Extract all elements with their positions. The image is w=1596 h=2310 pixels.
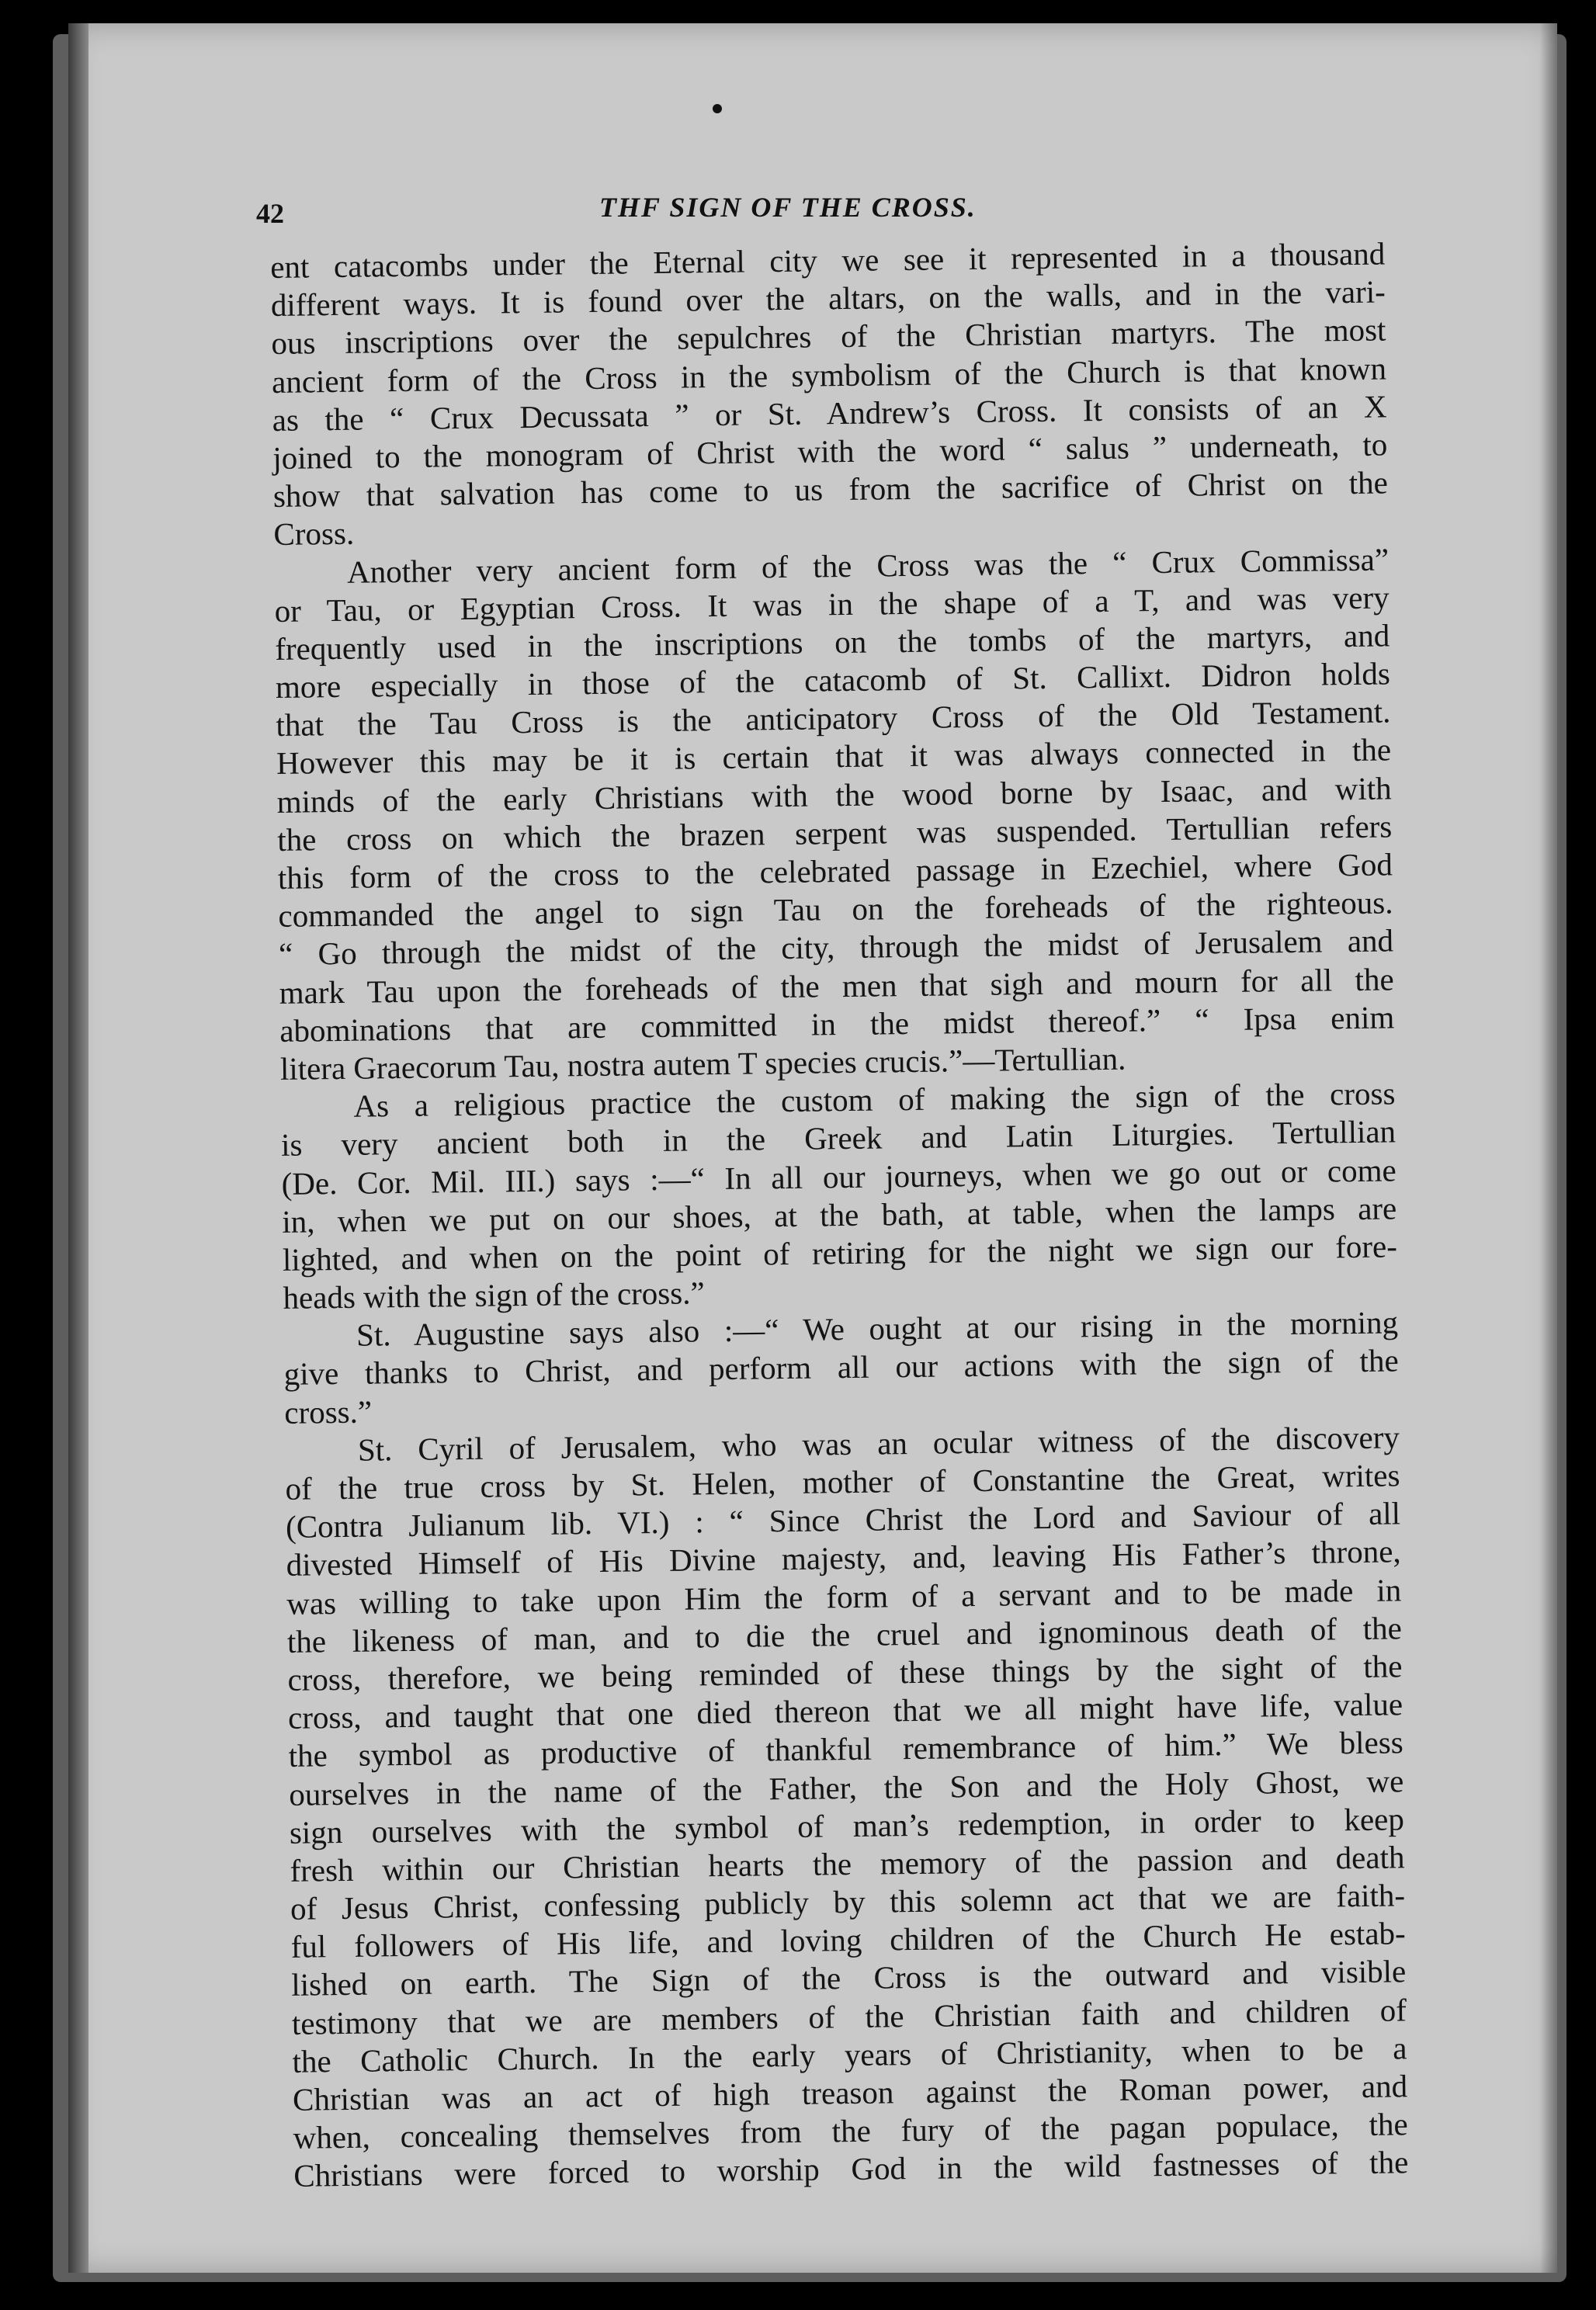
- text-line: ancient form of the Cross in the symbolism of the Church is that known: [271, 350, 1387, 400]
- text-line: lighted, and when on the point of retiring for the night we sign our fore-: [282, 1228, 1398, 1278]
- text-line: fresh within our Christian hearts the memory of the passion and death: [290, 1839, 1405, 1889]
- text-line: As a religious practice the custom of making the sign of the cross: [353, 1075, 1396, 1124]
- text-line: Cross.: [273, 515, 355, 553]
- text-line: joined to the monogram of Christ with the word “ salus ” underneath, to: [272, 426, 1388, 476]
- text-line: show that salvation has come to us from the sacrifice of Christ on the: [272, 464, 1389, 515]
- text-line: litera Graecorum Tau, nostra autem T species crucis.”—Tertullian.: [279, 1040, 1126, 1087]
- text-line: testimony that we are members of the Christian faith and children of: [291, 1991, 1407, 2041]
- book-binding: [68, 23, 88, 2273]
- text-line: (De. Cor. Mil. III.) says :—“ In all our journeys, when we go out or come: [281, 1151, 1396, 1202]
- text-line: more especially in those of the catacomb of St. Callixt. Didron holds: [275, 655, 1391, 706]
- text-line: divested Himself of His Divine majesty, and, leaving His Father’s throne,: [286, 1533, 1401, 1583]
- text-line: give thanks to Christ, and perform all our actions with the sign of the: [283, 1342, 1399, 1393]
- text-line: of Jesus Christ, confessing publicly by this solemn act that we are faith-: [290, 1877, 1406, 1927]
- text-line: different ways. It is found over the altars, on the walls, and in the vari-: [270, 273, 1386, 324]
- text-line: or Tau, or Egyptian Cross. It was in the shape of a T, and was very: [274, 579, 1390, 629]
- text-line: Another very ancient form of the Cross was the “ Crux Commissa”: [346, 540, 1390, 590]
- text-line: ent catacombs under the Eternal city we see it represented in a thousand: [270, 235, 1386, 285]
- text-line: that the Tau Cross is the anticipatory Cross of the Old Testament.: [276, 693, 1391, 744]
- text-line: (Contra Julianum lib. VI.) : “ Since Christ the Lord and Saviour of all: [285, 1495, 1401, 1545]
- text-line: in, when we put on our shoes, at the bath, at table, when the lamps are: [282, 1190, 1397, 1240]
- ink-speck: [713, 104, 722, 113]
- text-line: St. Cyril of Jerusalem, who was an ocular witness of the discovery: [357, 1419, 1400, 1468]
- text-line: ful followers of His life, and loving children of the Church He estab-: [290, 1915, 1406, 1965]
- page-number: 42: [256, 198, 284, 229]
- text-line: the Catholic Church. In the early years of Christianity, when to be a: [292, 2030, 1407, 2079]
- text-line: abominations that are committed in the midst thereof.” “ Ipsa enim: [279, 999, 1395, 1049]
- text-line: ourselves in the name of the Father, the Son and the Holy Ghost, we: [289, 1762, 1404, 1812]
- text-line: heads with the sign of the cross.”: [283, 1275, 705, 1316]
- body-text: [270, 234, 1409, 2195]
- text-line: cross, therefore, we being reminded of these things by the sight of the: [287, 1648, 1403, 1698]
- text-line: the cross on which the brazen serpent was suspended. Tertullian refers: [277, 808, 1393, 858]
- text-line: St. Augustine says also :—“ We ought at our rising in the morning: [356, 1304, 1399, 1353]
- text-line: as the “ Crux Decussata ” or St. Andrew’s Cross. It consists of an X: [272, 388, 1387, 438]
- text-line: is very ancient both in the Greek and Latin Liturgies. Tertullian: [280, 1113, 1396, 1164]
- text-line: cross.”: [284, 1393, 373, 1431]
- text-line: commanded the angel to sign Tau on the foreheads of the righteous.: [278, 884, 1393, 935]
- text-line: frequently used in the inscriptions on the tombs of the martyrs, and: [275, 617, 1390, 667]
- text-line: ous inscriptions over the sepulchres of the Christian martyrs. The most: [271, 311, 1386, 362]
- text-line: the likeness of man, and to die the cruel and ignominous death of the: [286, 1610, 1403, 1660]
- text-line: sign ourselves with the symbol of man’s redemption, in order to keep: [289, 1800, 1405, 1850]
- text-line: cross, and taught that one died thereon that we all might have life, value: [287, 1686, 1403, 1736]
- text-line: of the true cross by St. Helen, mother of Constantine the Great, writes: [285, 1457, 1400, 1507]
- text-line: mark Tau upon the foreheads of the men that sigh and mourn for all the: [279, 960, 1394, 1011]
- text-line: minds of the early Christians with the wood borne by Isaac, and with: [276, 770, 1392, 820]
- text-line: the symbol as productive of thankful remembrance of him.” We bless: [288, 1724, 1403, 1774]
- text-line: this form of the cross to the celebrated passage in Ezechiel, where God: [277, 846, 1393, 896]
- text-line: “ Go through the midst of the city, through the midst of Jerusalem and: [278, 922, 1394, 973]
- text-line: However this may be it is certain that it was always connected in the: [276, 731, 1392, 782]
- text-line: when, concealing themselves from the fury of the pagan populace, the: [293, 2106, 1408, 2156]
- running-head: THF SIGN OF THE CROSS.: [599, 192, 977, 223]
- text-line: Christian was an act of high treason against the Roman power, and: [292, 2068, 1408, 2118]
- text-line: was willing to take upon Him the form of a servant and to be made in: [286, 1571, 1402, 1622]
- text-line: Christians were forced to worship God in the wild fastnesses of the: [293, 2144, 1409, 2194]
- text-line: lished on earth. The Sign of the Cross is the outward and visible: [291, 1953, 1407, 2003]
- page-shadow: [1540, 23, 1557, 2273]
